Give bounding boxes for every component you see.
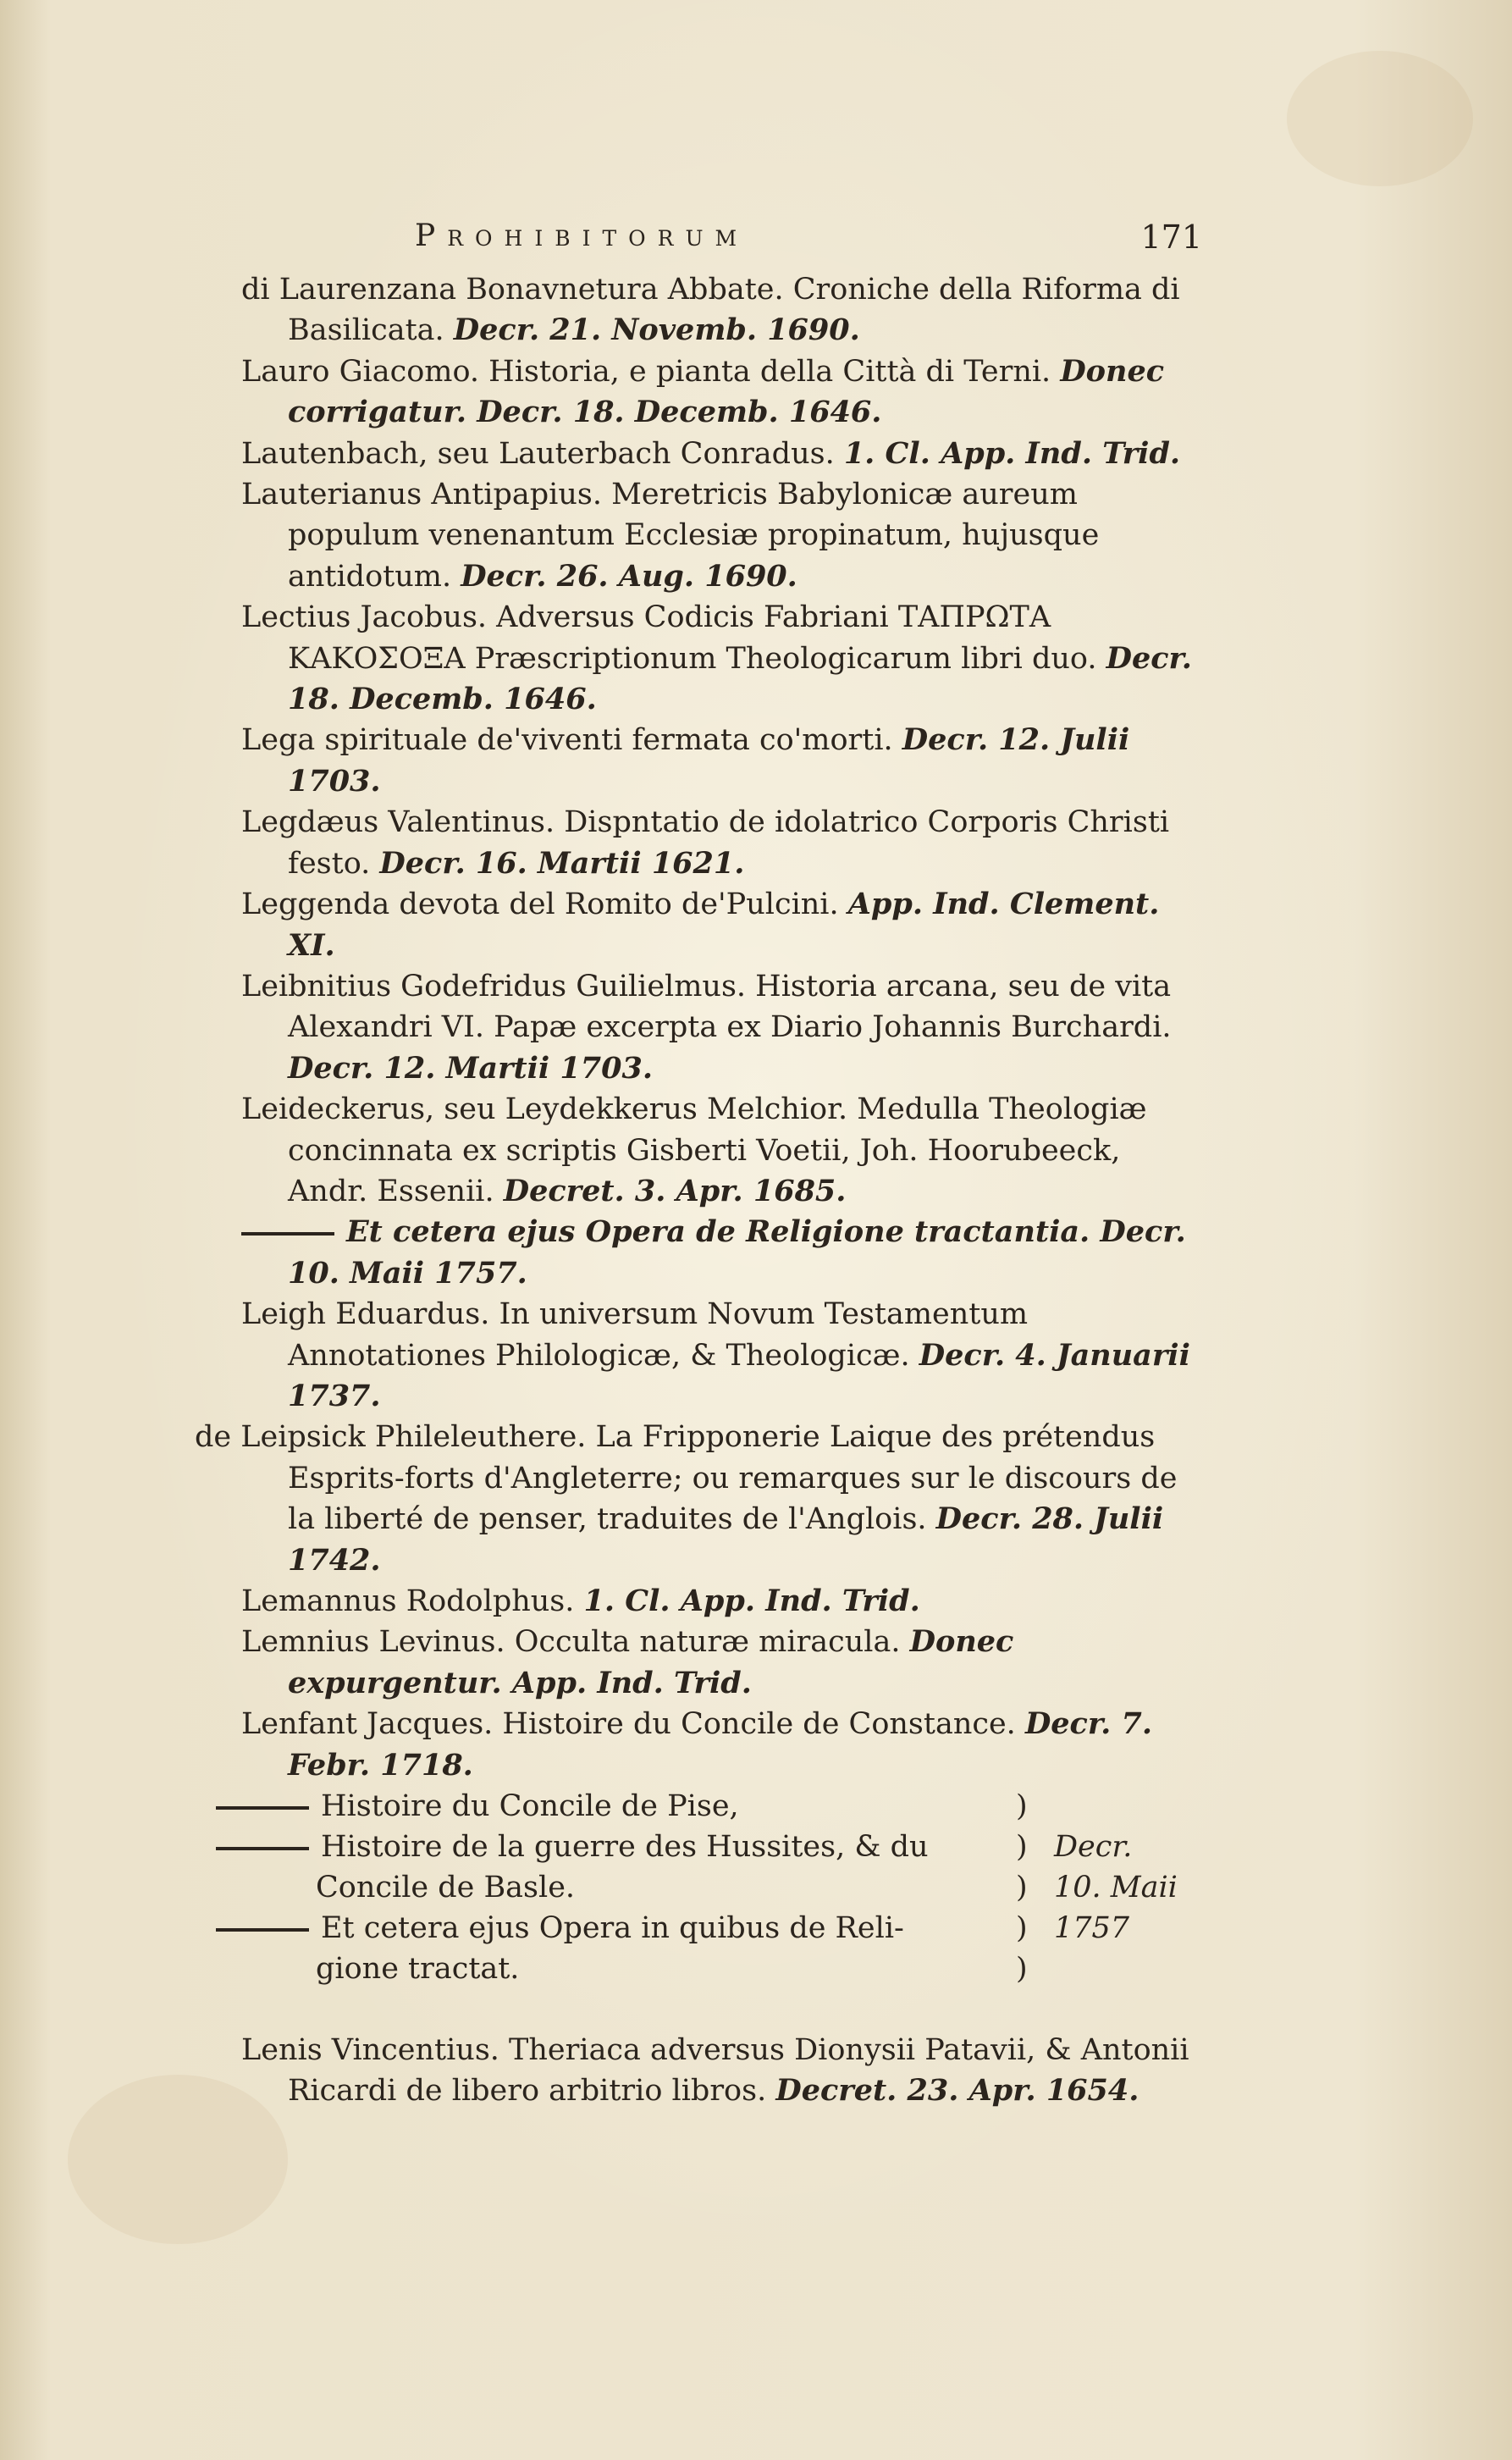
index-entry-continuation <box>169 1212 1194 1294</box>
ditto-dash <box>241 1232 334 1236</box>
page-header <box>415 218 1202 269</box>
entry-decree: 1. Cl. App. Ind. Trid. <box>583 1584 920 1618</box>
index-entry <box>169 966 1194 1089</box>
entry-text: Lemnius Levinus. Occulta naturæ miracula. <box>241 1625 910 1660</box>
index-entry <box>169 884 1194 966</box>
entry-decree: Decr. 28. Julii 1742. <box>288 1501 1164 1578</box>
grouped-title-row <box>216 1786 978 1827</box>
grouped-title: Histoire de la guerre des Hussites, & du <box>321 1830 929 1865</box>
entry-text: di Laurenzana Bonavnetura Abbate. Croniche della Riforma di Basilicata. <box>241 273 1180 348</box>
entry-decree: App. Ind. Clement. XI. <box>288 887 1160 963</box>
brace-mark: ) <box>1016 1830 1028 1865</box>
index-entry <box>169 1089 1194 1212</box>
index-entry <box>169 1581 1194 1622</box>
grouped-title-row <box>216 1867 978 1908</box>
grouped-title-row <box>216 1908 978 1949</box>
grouped-title-row <box>216 1827 978 1867</box>
index-entry <box>169 1622 1194 1704</box>
ditto-dash <box>216 1928 309 1932</box>
entry-decree: Donec expurgentur. App. Ind. Trid. <box>288 1624 1014 1700</box>
entry-text: Leibnitius Godefridus Guilielmus. Historia arcana, seu de vita Alexandri VI. Papæ excerpta ex Diario Johannis Burchardi. <box>241 969 1172 1045</box>
index-entry <box>169 720 1194 802</box>
entry-decree: Decret. 23. Apr. 1654. <box>775 2073 1140 2109</box>
page-number: 171 <box>1140 218 1202 256</box>
entry-decree: Decr. 12. Martii 1703. <box>288 1050 654 1086</box>
entry-text: Legdæus Valentinus. Dispntatio de idolatrico Corporis Christi festo. <box>241 805 1170 881</box>
index-entry <box>169 474 1194 597</box>
entry-decree: Decr. 7. Febr. 1718. <box>288 1706 1153 1783</box>
index-entry <box>169 351 1194 434</box>
grouped-title: Histoire du Concile de Pise, <box>321 1789 739 1824</box>
ditto-dash <box>216 1806 309 1810</box>
entry-text: Leideckerus, seu Leydekkerus Melchior. Medulla Theologiæ concinnata ex scriptis Gisberti Voetii, Joh. Hoorubeeck, Andr. Essenii. <box>241 1092 1147 1208</box>
brace-mark: ) <box>1016 1789 1028 1824</box>
grouped-title: gione tractat. <box>316 1952 520 1987</box>
index-entry <box>169 434 1194 474</box>
index-entry <box>169 1704 1194 1786</box>
decree-line: 10. Maii <box>1054 1871 1178 1905</box>
entry-decree: Decr. 18. Decemb. 1646. <box>288 640 1192 717</box>
entry-decree: Decr. 12. Julii 1703. <box>288 722 1130 799</box>
entry-text: de Leipsick Phileleuthere. La Fripponerie Laique des prétendus Esprits-forts d'Angleterre; ou remarques sur le discours de la liberté de penser, traduites de l'Anglois. <box>195 1420 1178 1537</box>
entry-text: Leggenda devota del Romito de'Pulcini. <box>241 887 848 922</box>
grouped-title-row <box>216 1949 978 1989</box>
entry-text: Lauro Giacomo. Historia, e pianta della Città di Terni. <box>241 354 1061 389</box>
entry-decree: Decr. 16. Martii 1621. <box>379 845 745 881</box>
brace-column <box>1016 1786 1041 1989</box>
entry-decree: Decr. 26. Aug. 1690. <box>461 558 797 594</box>
paper-stain <box>1287 51 1473 186</box>
ditto-dash <box>216 1847 309 1850</box>
entry-text: Lauterianus Antipapius. Meretricis Babylonicæ aureum populum venenantum Ecclesiæ propinatum, hujusque antidotum. <box>241 478 1100 594</box>
grouped-titles <box>216 1786 978 1989</box>
grouped-title: Et cetera ejus Opera in quibus de Reli- <box>321 1911 904 1946</box>
index-entry <box>169 269 1194 351</box>
brace-mark: ) <box>1016 1952 1028 1987</box>
index-entry <box>169 1294 1194 1417</box>
lenfant-grouped-works <box>216 1786 1189 2030</box>
entry-decree: 1. Cl. App. Ind. Trid. <box>843 435 1181 471</box>
running-head: Prohibitorum <box>415 218 749 253</box>
index-column <box>169 269 1194 2112</box>
decree-line: Decr. <box>1054 1830 1133 1865</box>
entry-text: Lega spirituale de'viventi fermata co'morti. <box>241 723 902 758</box>
entry-text: Lautenbach, seu Lauterbach Conradus. <box>241 436 844 471</box>
entry-text: Lenfant Jacques. Histoire du Concile de Constance. <box>241 1707 1025 1742</box>
entry-decree: Donec corrigatur. Decr. 18. Decemb. 1646. <box>288 353 1165 430</box>
entry-text: Lectius Jacobus. Adversus Codicis Fabriani ΤΑΠΡΩΤΑ ΚΑΚΟΣΟΞΑ Præscriptionum Theologicarum libri duo. <box>241 600 1106 676</box>
entry-text: Leigh Eduardus. In universum Novum Testamentum Annotationes Philologicæ, & Theologicæ. <box>241 1297 1029 1373</box>
entry-decree: Decr. 4. Januarii 1737. <box>288 1337 1190 1413</box>
index-entry <box>169 1417 1194 1581</box>
decree-line: 1757 <box>1054 1911 1130 1946</box>
entry-decree: Decr. 21. Novemb. 1690. <box>453 312 860 348</box>
index-entry <box>169 597 1194 720</box>
index-entry <box>169 2030 1194 2112</box>
grouped-decree-note <box>1054 1827 1198 1949</box>
brace-mark: ) <box>1016 1911 1028 1946</box>
entry-decree: Decret. 3. Apr. 1685. <box>503 1173 847 1208</box>
entry-text: Lenis Vincentius. Theriaca adversus Dionysii Patavii, & Antonii Ricardi de libero arbitrio libros. <box>241 2033 1189 2109</box>
entry-decree: Et cetera ejus Opera de Religione tractantia. Decr. 10. Maii 1757. <box>288 1214 1186 1291</box>
brace-mark: ) <box>1016 1871 1028 1905</box>
grouped-title: Concile de Basle. <box>316 1871 576 1905</box>
index-entry <box>169 802 1194 884</box>
entry-text: Lemannus Rodolphus. <box>241 1584 584 1618</box>
